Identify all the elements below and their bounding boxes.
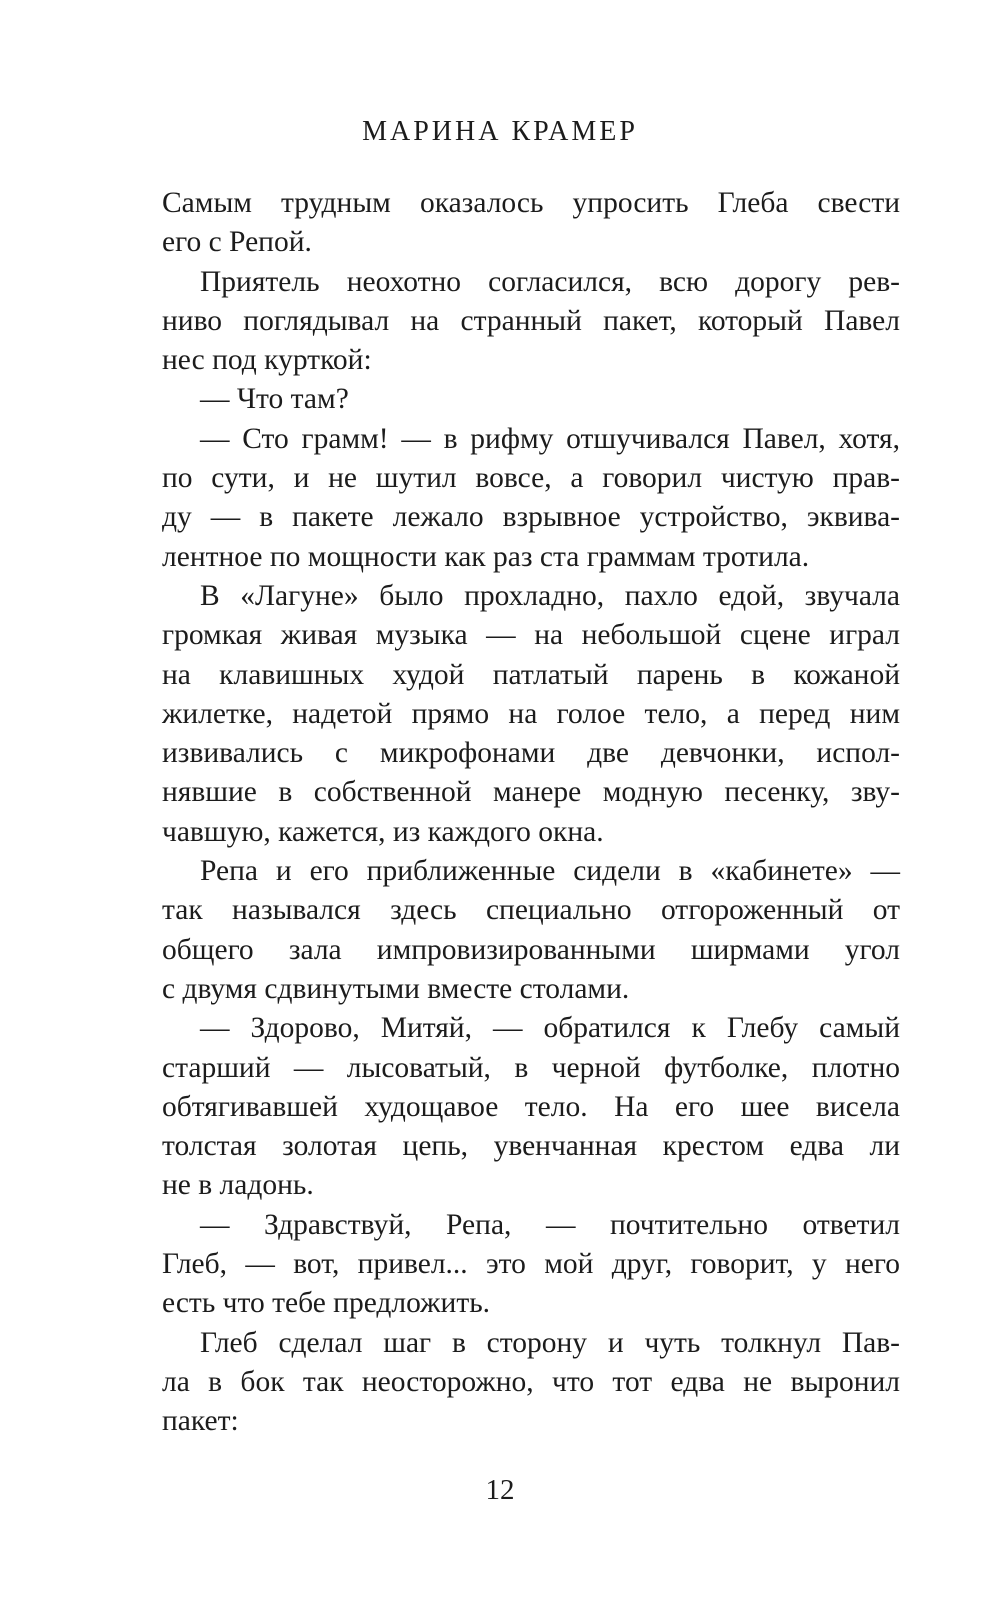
page-number: 12 [485,1474,515,1506]
text-line: ла в бок так неосторожно, что тот едва не выронил [162,1365,900,1398]
text-line: пакет: [162,1405,239,1438]
text-line: — Здравствуй, Репа, — почтительно ответил [200,1208,900,1241]
text-line: жилетке, надетой прямо на голое тело, а перед ним [162,697,900,730]
text-line: Глеб, — вот, привел... это мой друг, говорит, у него [162,1248,900,1281]
text-line: по сути, и не шутил вовсе, а говорил чистую прав- [162,462,900,495]
text-line: ниво поглядывал на странный пакет, который Павел [162,304,900,337]
text-line: с двумя сдвинутыми вместе столами. [162,972,630,1005]
text-line: чавшую, кажется, из каждого окна. [162,815,604,848]
text-line: Самым трудным оказалось упросить Глеба свести [162,187,900,219]
text-line: громкая живая музыка — на небольшой сцене играл [162,619,900,652]
text-line: на клавишных худой патлатый парень в кожаной [162,658,900,691]
text-line: нес под курткой: [162,344,372,377]
text-line: нявшие в собственной манере модную песенку, зву- [162,776,900,809]
text-line: — Что там? [200,383,349,416]
text-line: Глеб сделал шаг в сторону и чуть толкнул Пав- [200,1326,900,1359]
text-line: его с Репой. [162,226,312,259]
text-line: есть что тебе предложить. [162,1287,491,1320]
text-line: так назывался здесь специально отгороженный от [162,894,900,927]
text-line: Приятель неохотно согласился, всю дорогу рев- [200,265,900,298]
text-line: не в ладонь. [162,1169,314,1202]
running-head-author: МАРИНА КРАМЕР [362,116,638,147]
text-line: лентное по мощности как раз ста граммам тротила. [162,540,810,573]
text-line: извивались с микрофонами две девчонки, испол- [162,737,900,770]
text-line: ду — в пакете лежало взрывное устройство, эквива- [162,501,900,534]
text-line: старший — лысоватый, в черной футболке, плотно [162,1051,900,1084]
text-line: обтягивавшей худощавое тело. На его шее висела [162,1090,900,1123]
text-line: — Сто грамм! — в рифму отшучивался Павел, хотя, [200,422,900,455]
text-line: Репа и его приближенные сидели в «кабинете» — [200,855,900,888]
text-line: толстая золотая цепь, увенчанная крестом едва ли [162,1130,900,1163]
body-text [162,184,900,1442]
text-line: В «Лагуне» было прохладно, пахло едой, звучала [200,579,900,612]
text-line: — Здорово, Митяй, — обратился к Глебу самый [200,1012,900,1045]
text-line: общего зала импровизированными ширмами угол [162,933,900,966]
